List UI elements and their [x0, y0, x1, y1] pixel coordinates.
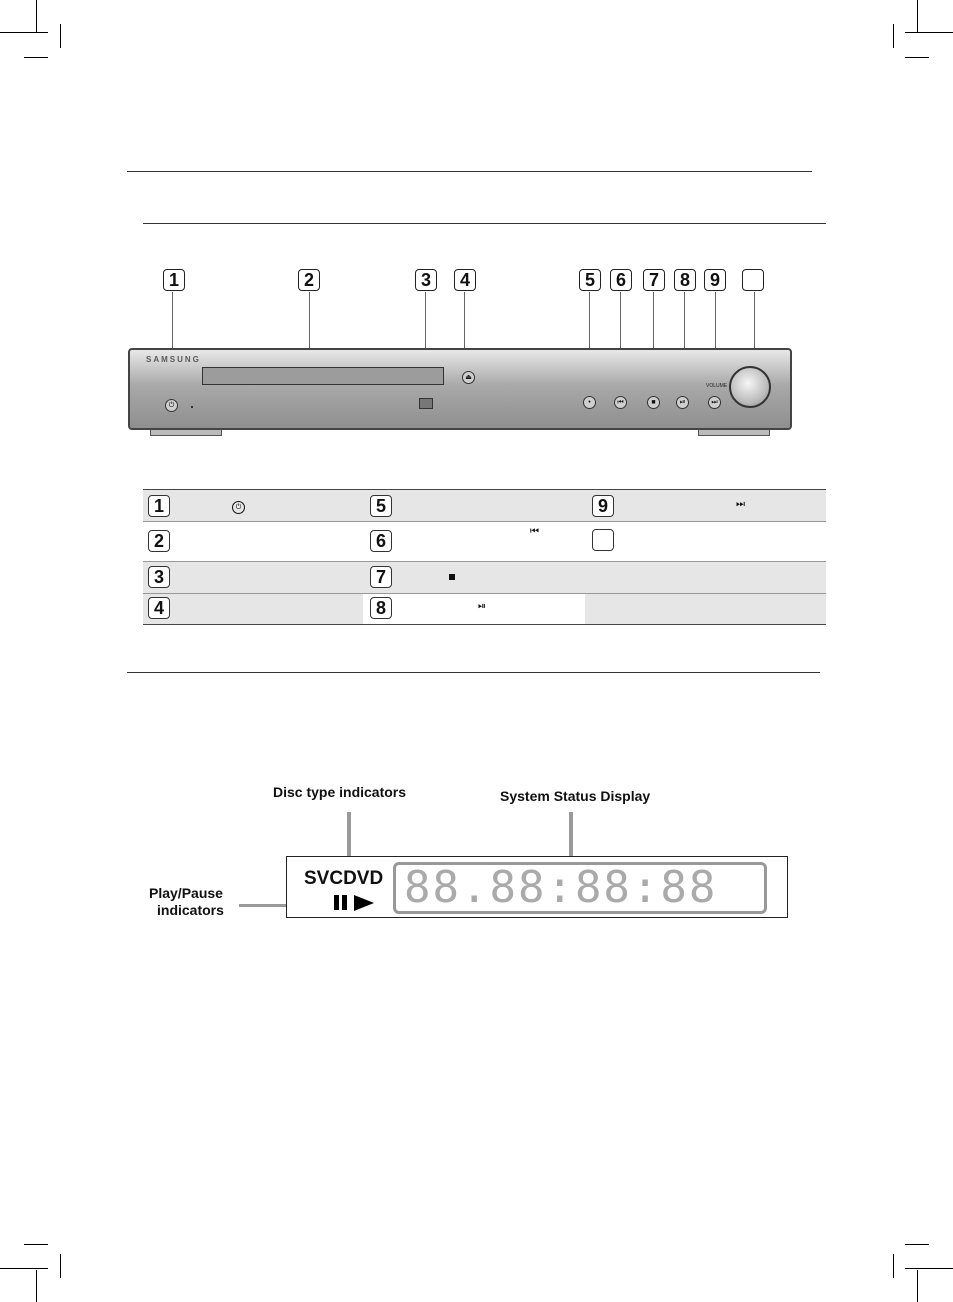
legend-number-4: 4 [148, 597, 170, 619]
callout-4: 4 [454, 269, 476, 291]
play-pause-button: ⏯ [676, 396, 689, 409]
callout-6: 6 [610, 269, 632, 291]
legend-cell-empty-2 [585, 594, 826, 624]
play-pause-label-line2: indicators [157, 902, 224, 918]
callout-7: 7 [643, 269, 665, 291]
foot-right [698, 430, 770, 436]
skip-back-icon: ⏮ [530, 526, 539, 537]
skip-back-button: ⏮ [614, 396, 627, 409]
power-icon: ⏻ [232, 501, 245, 514]
lcd-segment-text: 88.88:88:88 [404, 862, 718, 913]
legend-number-10 [592, 529, 614, 551]
callout-5: 5 [579, 269, 601, 291]
display-diagram [0, 760, 953, 940]
legend-number-5: 5 [370, 495, 392, 517]
volume-knob [729, 366, 771, 408]
pause-indicator [334, 895, 348, 910]
foot-left [150, 430, 222, 436]
legend-cell-8 [363, 594, 585, 624]
legend-table [143, 489, 826, 625]
stop-button: ■ [647, 396, 660, 409]
brand-logo: SAMSUNG [146, 355, 201, 364]
standby-led [191, 406, 193, 408]
legend-cell-6 [363, 522, 585, 561]
legend-number-1: 1 [148, 495, 170, 517]
legend-number-9: 9 [592, 495, 614, 517]
callout-8: 8 [674, 269, 696, 291]
legend-number-8: 8 [370, 597, 392, 619]
stop-icon [449, 574, 455, 580]
power-button: ⏻ [165, 399, 178, 412]
skip-forward-icon: ⏭ [736, 499, 745, 510]
legend-cell-10 [585, 522, 826, 561]
dvd-front-panel [128, 348, 792, 430]
legend-cell-1 [143, 490, 363, 521]
legend-number-3: 3 [148, 566, 170, 588]
callout-9: 9 [704, 269, 726, 291]
legend-number-6: 6 [370, 530, 392, 552]
usb-port [419, 398, 433, 409]
front-panel-figure [0, 0, 953, 460]
section-rule-display [127, 672, 820, 673]
disc-type-label: Disc type indicators [273, 784, 407, 800]
skip-forward-button: ⏭ [708, 396, 721, 409]
play-pause-label-line1: Play/Pause [149, 885, 223, 901]
disc-tray [202, 367, 444, 385]
volume-label: VOLUME [706, 383, 728, 389]
system-status-label: System Status Display [500, 788, 651, 804]
play-pause-icon: ⏯ [478, 601, 486, 612]
legend-cell-4 [143, 594, 363, 624]
play-indicator [354, 895, 374, 911]
legend-cell-2 [143, 522, 363, 561]
callout-10 [742, 269, 764, 291]
legend-cell-7 [363, 562, 585, 593]
callout-1: 1 [163, 269, 185, 291]
legend-cell-empty-1 [585, 562, 826, 593]
legend-cell-9 [585, 490, 826, 521]
legend-cell-3 [143, 562, 363, 593]
legend-cell-5 [363, 490, 585, 521]
disc-type-indicator: SVCDVD [304, 868, 384, 889]
function-button: • [583, 396, 596, 409]
legend-number-2: 2 [148, 530, 170, 552]
legend-number-7: 7 [370, 566, 392, 588]
callout-3: 3 [415, 269, 437, 291]
callout-2: 2 [298, 269, 320, 291]
eject-button: ⏏ [462, 371, 475, 384]
